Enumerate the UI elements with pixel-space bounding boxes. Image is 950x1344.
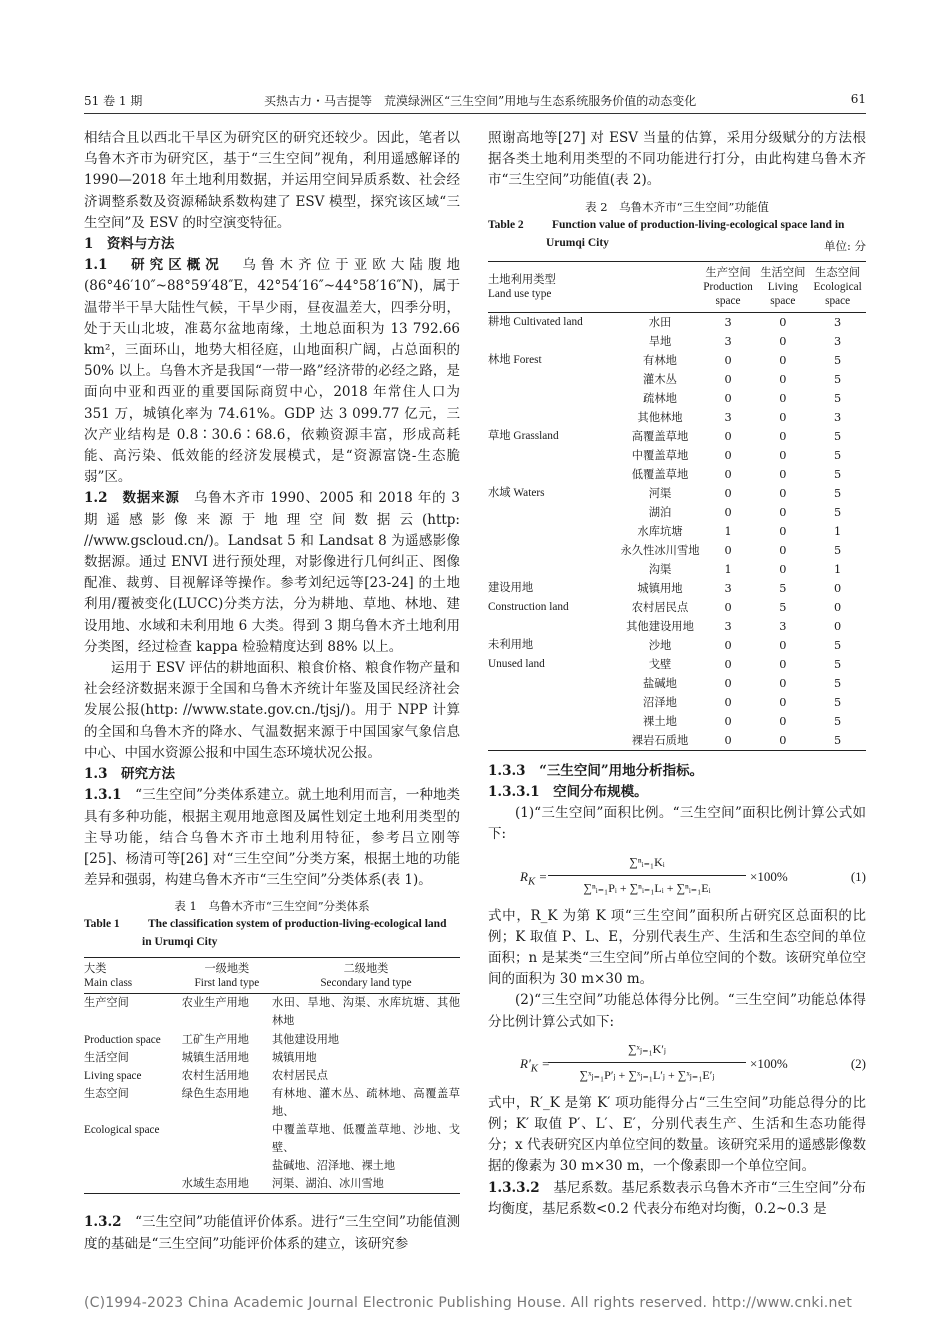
table1-row <box>84 1157 460 1175</box>
table1-cell-main: 生态空间 <box>84 1086 129 1100</box>
table2-cell-p: 0 <box>724 638 732 652</box>
left-column <box>84 128 460 1255</box>
table2-cell-sub: 其他建设用地 <box>626 619 694 633</box>
equation-1 <box>488 852 866 900</box>
table2-row <box>488 484 866 503</box>
table2-cell-l: 0 <box>779 315 787 329</box>
table2-caption-en-line2: Urumqi City <box>546 236 609 249</box>
table2-row <box>488 389 866 408</box>
table2-cell-p: 3 <box>724 334 732 348</box>
table1-caption-en-line1: The classification system of production-living-ecological land <box>148 918 447 931</box>
table2-cell-sub: 永久性冰川雪地 <box>620 543 700 557</box>
eq1-denominator: ∑ⁿᵢ₌₁Pᵢ + ∑ⁿᵢ₌₁Lᵢ + ∑ⁿᵢ₌₁Eᵢ <box>583 880 711 895</box>
table2-header-production: 生产空间 Production space <box>700 261 757 312</box>
table2-cell-sub: 沟渠 <box>648 562 672 576</box>
paragraph-eq2-intro: (2)“三生空间”功能总体得分比例。“三生空间”功能总体得分比例计算公式如下: <box>488 992 866 1030</box>
table2-row <box>488 312 866 332</box>
table2-cell-l: 0 <box>779 334 787 348</box>
table2-cell-e: 5 <box>834 429 842 443</box>
paragraph-eq2-desc: 式中，R′_K 是第 K′ 项功能得分占“三生空间”功能总得分的比例；K′ 取值 P′、L′、E′，分别代表生产、生活和生态功能得分；x 代表研究区内单位空间的数量。该研究采用的遥感影像数据的像素为 30 m×30 m，一个像素即一个单位空间。 <box>488 1094 866 1175</box>
heading-1-3-3: 1.3.3 “三生空间”用地分析指标。 <box>488 762 704 779</box>
table2-cell-l: 0 <box>779 657 787 671</box>
table2-cell-l: 0 <box>779 543 787 557</box>
table2-cell-p: 0 <box>724 657 732 671</box>
intro-paragraph: 相结合且以西北干旱区为研究区的研究还较少。因此，笔者以乌鲁木齐市为研究区，基于“三生空间”视角，利用遥感解译的 1990—2018 年土地利用数据，并运用空间异质系数、社会经济调整系数及资源稀缺系数构建了 ESV 模型，探究该区域“三生空间”及 ESV 的时空演变特征。 <box>84 130 460 231</box>
table2-cell-l: 0 <box>779 562 787 576</box>
table1-header-second: 二级地类 Secondary land type <box>272 958 460 994</box>
table1-cell-first: 城镇生活用地 <box>181 1050 249 1064</box>
table2-cell-l: 3 <box>779 619 787 633</box>
table2-cell-sub: 农村居民点 <box>631 600 689 614</box>
table2-cell-cat: 水域 Waters <box>488 486 545 499</box>
table2-cell-e: 3 <box>834 315 842 329</box>
table2-unit: 单位: 分 <box>823 238 866 253</box>
table2-cell-e: 3 <box>834 334 842 348</box>
table2-cell-p: 0 <box>724 391 732 405</box>
table2-cell-e: 5 <box>834 353 842 367</box>
table1-cell-second: 水田、旱地、沟渠、水库坑塘、其他林地 <box>271 996 460 1028</box>
table1-row <box>84 1049 460 1067</box>
text-1-3-3-2: 基尼系数。基尼系数表示乌鲁木齐市“三生空间”分布均衡度，基尼系数<0.2 代表分布绝对均衡，0.2~0.3 是 <box>488 1179 867 1217</box>
table2-caption-cn: 表 2 乌鲁木齐市“三生空间”功能值 <box>585 199 769 214</box>
table1-cell-second: 城镇用地 <box>271 1050 317 1064</box>
table2-cell-cat <box>488 408 620 427</box>
table2-cell-l: 0 <box>779 524 787 538</box>
table1-row <box>84 994 460 1031</box>
table1-cell-second: 农村居民点 <box>271 1068 328 1082</box>
table2-row <box>488 617 866 636</box>
table2-cell-p: 0 <box>724 733 732 747</box>
table2-cell-l: 0 <box>779 448 787 462</box>
table2-row <box>488 465 866 484</box>
table2-cell-l: 0 <box>779 695 787 709</box>
table2-cell-l: 0 <box>779 486 787 500</box>
text-1-1: 乌鲁木齐位于亚欧大陆腹地(86°46′10″~88°59′48″E，42°54′16″~44°58′16″N)，属于温带半干旱大陆性气候，干旱少雨，昼夜温差大，四季分明，处于天山北坡，准葛尔盆地南缘，土地总面积为 13 792.66 km²，三面环山，地势大相径庭，山地面积广阔，占总面积的 50% 以上。乌鲁木齐是我国“一带一路”经济带的必经之路，是面向中亚和西亚的重要国际商贸中心，2018 年常住人口为 351 万，城镇化率为 74.61%。GDP 达 3 099.77 亿元，三次产业结构是 0.8∶30.6∶68.6，依赖资源丰富，形成高耗能、高污染、低效能的经济发展模式，是“资源富饶-生态脆弱”区。 <box>84 257 461 486</box>
table2-cell-e: 5 <box>834 695 842 709</box>
table2-label: Table 2 <box>488 218 524 231</box>
table2-row <box>488 560 866 579</box>
table2-cell-p: 0 <box>724 353 732 367</box>
heading-1-3: 1.3 研究方法 <box>84 766 175 783</box>
volume-issue: 51 卷 1 期 <box>84 94 143 108</box>
table1-caption-en <box>84 915 460 951</box>
table2-cell-p: 3 <box>724 619 732 633</box>
table1-cell-first: 绿色生态用地 <box>181 1086 249 1100</box>
table2-row <box>488 712 866 731</box>
table2-cell-e: 5 <box>834 676 842 690</box>
table2-row <box>488 408 866 427</box>
table1-cell-first: 农业生产用地 <box>181 996 249 1010</box>
paragraph-1-2b: 运用于 ESV 评估的耕地面积、粮食价格、粮食作物产量和社会经济数据来源于全国和乌鲁木齐统计年鉴及国民经济社会发展公报(http: //www.state.gov.cn./tjsj/)。用于 NPP 计算的全国和乌鲁木齐的降水、气温数据来源于中国国家气象信息中心、中国水资源公报和中国生态环境状况公报。 <box>84 660 460 761</box>
table2-cell-cat <box>488 674 620 693</box>
table2-cell-cat <box>488 332 620 351</box>
table2-cell-l: 0 <box>779 372 787 386</box>
table2-cell-e: 5 <box>834 391 842 405</box>
text-1-3-1: “三生空间”分类体系建立。就土地利用而言，一种地类具有多种功能，根据主观用地意图及属性划定土地利用类型的主导功能，结合乌鲁木齐市土地利用特征，参考吕立刚等[25]、杨清可等[26] 对“三生空间”分类方案，根据土地的功能差异和强弱，构建乌鲁木齐市“三生空间”分类体系(表 1)。 <box>84 787 460 889</box>
table1-caption-en-line2: in Urumqi City <box>142 936 218 949</box>
right-column <box>488 128 866 1220</box>
table2-cell-l: 0 <box>779 467 787 481</box>
section-heading-1: 1 资料与方法 <box>84 236 175 253</box>
table2-row <box>488 674 866 693</box>
table2-cell-cat: 草地 Grassland <box>488 429 559 442</box>
heading-1-3-2: 1.3.2 <box>84 1214 122 1231</box>
eq1-multiplier: ×100% <box>750 868 788 884</box>
eq2-fraction <box>548 1039 746 1086</box>
paragraph-1-3-1 <box>84 785 460 891</box>
table2-row <box>488 332 866 351</box>
table2-cell-e: 0 <box>834 581 842 595</box>
running-header <box>84 92 866 112</box>
eq2-multiplier: ×100% <box>750 1055 788 1071</box>
table2-cell-cat <box>488 731 620 751</box>
table2-cell-sub: 河渠 <box>648 486 672 500</box>
table1-cell-second: 有林地、灌木丛、疏林地、高覆盖草地、 <box>271 1086 460 1118</box>
text-1-3-2: “三生空间”功能值评价体系。进行“三生空间”功能值测度的基础是“三生空间”功能评价体系的建立，该研究参 <box>84 1214 461 1252</box>
table2-header-ecological: 生态空间 Ecological space <box>809 261 866 312</box>
heading-1-3-3-1: 1.3.3.1 空间分布规模。 <box>488 784 648 801</box>
heading-1-3-3-2: 1.3.3.2 <box>488 1179 540 1196</box>
table2-cell-sub: 水田 <box>648 315 672 329</box>
table2-cell-sub: 湖泊 <box>648 505 672 519</box>
table2-cell-p: 0 <box>724 486 732 500</box>
eq2-denominator: ∑ˣⱼ₌₁P′ⱼ + ∑ˣⱼ₌₁L′ⱼ + ∑ˣⱼ₌₁E′ⱼ <box>579 1068 715 1083</box>
table2-cell-e: 0 <box>834 600 842 614</box>
table1-row <box>84 1121 460 1157</box>
table1-row <box>84 1031 460 1049</box>
table2-row <box>488 522 866 541</box>
table2-cell-cat <box>488 560 620 579</box>
table2-cell-e: 1 <box>834 524 842 538</box>
table2-cell-sub: 戈壁 <box>648 657 672 671</box>
table2-cell-sub: 盐碱地 <box>643 676 677 690</box>
table2-cell-cat <box>488 693 620 712</box>
table2-cell-l: 5 <box>779 581 787 595</box>
table2-cell-p: 0 <box>724 505 732 519</box>
table2-cell-e: 5 <box>834 372 842 386</box>
table1 <box>84 957 460 1194</box>
table2-cell-e: 5 <box>834 733 842 747</box>
table2-cell-sub: 有林地 <box>643 353 677 367</box>
table2-cell-p: 0 <box>724 467 732 481</box>
table2-cell-p: 3 <box>724 315 732 329</box>
table2-row <box>488 503 866 522</box>
table2-row <box>488 693 866 712</box>
table2-cell-p: 0 <box>724 714 732 728</box>
heading-1-3-1: 1.3.1 <box>84 787 122 804</box>
eq1-numerator: ∑ⁿᵢ₌₁Kᵢ <box>548 852 746 876</box>
table1-header-main: 大类 Main class <box>84 958 182 994</box>
table2-row <box>488 351 866 370</box>
table2-cell-p: 3 <box>724 581 732 595</box>
table2-cell-e: 5 <box>834 505 842 519</box>
eq1-lhs: $R_K$ = <box>520 868 548 888</box>
table2-cell-cat: Construction land <box>488 600 569 613</box>
table2-cell-p: 0 <box>724 676 732 690</box>
table2-cell-e: 5 <box>834 714 842 728</box>
table2-cell-sub: 裸土地 <box>643 714 677 728</box>
table2-cell-p: 0 <box>724 372 732 386</box>
table2-cell-p: 0 <box>724 429 732 443</box>
table2-cell-p: 1 <box>724 562 732 576</box>
table2-cell-cat <box>488 465 620 484</box>
table1-cell-first: 工矿生产用地 <box>181 1032 249 1046</box>
table2-cell-l: 0 <box>779 638 787 652</box>
table1-cell-main: Production space <box>84 1033 161 1046</box>
table2-cell-l: 0 <box>779 391 787 405</box>
table2-cell-p: 0 <box>724 448 732 462</box>
table2-cell-p: 1 <box>724 524 732 538</box>
table2-cell-e: 5 <box>834 467 842 481</box>
table1-cell-main: 生活空间 <box>84 1050 129 1064</box>
table2-row <box>488 579 866 598</box>
table2-cell-p: 0 <box>724 695 732 709</box>
table2-cell-l: 0 <box>779 676 787 690</box>
table1-row <box>84 1175 460 1194</box>
table2-cell-l: 0 <box>779 714 787 728</box>
table2-row <box>488 598 866 617</box>
table2-cell-l: 0 <box>779 353 787 367</box>
table2-row <box>488 427 866 446</box>
table2-row <box>488 636 866 655</box>
table2-cell-e: 5 <box>834 448 842 462</box>
heading-1-2: 1.2 数据来源 <box>84 490 180 507</box>
table2-cell-cat <box>488 712 620 731</box>
table2-cell-cat <box>488 617 620 636</box>
eq2-numerator: ∑ˣⱼ₌₁K′ⱼ <box>548 1039 746 1063</box>
table2-cell-l: 0 <box>779 429 787 443</box>
table2-row <box>488 731 866 751</box>
table2-row <box>488 655 866 674</box>
page-number: 61 <box>850 92 866 106</box>
table2-cell-e: 3 <box>834 410 842 424</box>
table2-row <box>488 446 866 465</box>
copyright-footer: (C)1994-2023 China Academic Journal Electronic Publishing House. All rights reserved. http://www.cnki.net <box>84 1295 853 1311</box>
table1-header-first: 一级地类 First land type <box>182 958 272 994</box>
table2-cell-cat: 耕地 Cultivated land <box>488 315 583 328</box>
table1-cell-second: 中覆盖草地、低覆盖草地、沙地、戈壁、 <box>271 1122 460 1155</box>
table1-cell-second: 河渠、湖泊、冰川雪地 <box>271 1177 384 1191</box>
header-rule <box>84 113 866 114</box>
table2-cell-cat <box>488 370 620 389</box>
table2-cell-sub: 灌木丛 <box>643 372 677 386</box>
paragraph-1-1 <box>84 255 460 488</box>
table2-header-type: 土地利用类型 Land use type <box>488 261 700 312</box>
table1-label: Table 1 <box>84 918 120 931</box>
table2-cell-cat: 建设用地 <box>488 581 534 594</box>
table2-cell-cat: 未利用地 <box>488 638 534 651</box>
table2-cell-p: 0 <box>724 600 732 614</box>
table2-cell-p: 0 <box>724 543 732 557</box>
table2-cell-l: 5 <box>779 600 787 614</box>
table2-cell-sub: 其他林地 <box>637 410 683 424</box>
table2-header-row <box>488 261 866 312</box>
table1-cell-main: Living space <box>84 1069 142 1082</box>
table2-cell-cat: 林地 Forest <box>488 353 542 366</box>
table2-cell-sub: 水库坑塘 <box>637 524 683 538</box>
table1-cell-second: 盐碱地、沼泽地、裸土地 <box>271 1159 396 1173</box>
table1-caption-cn: 表 1 乌鲁木齐市“三生空间”分类体系 <box>174 899 370 914</box>
table2-cell-l: 0 <box>779 733 787 747</box>
table1-cell-first <box>182 1121 272 1157</box>
paragraph-1-3-3-2 <box>488 1178 866 1220</box>
eq1-number: (1) <box>850 868 866 884</box>
table2-cell-cat <box>488 541 620 560</box>
table2-row <box>488 541 866 560</box>
table2-cell-e: 5 <box>834 543 842 557</box>
paragraph-1-2 <box>84 488 460 658</box>
table2-cell-sub: 高覆盖草地 <box>631 429 689 443</box>
table2-cell-cat <box>488 503 620 522</box>
table2-cell-cat: Unused land <box>488 657 545 670</box>
table1-row <box>84 1085 460 1121</box>
table2-cell-l: 0 <box>779 505 787 519</box>
table2-cell-cat <box>488 522 620 541</box>
table2 <box>488 261 866 751</box>
eq2-lhs: $R'_K$ = <box>520 1055 551 1075</box>
running-title: 买热古力・马吉提等 荒漠绿洲区“三生空间”用地与生态系统服务价值的动态变化 <box>264 94 697 108</box>
table2-caption-en-line1: Function value of production-living-ecological space land in <box>552 218 845 231</box>
table2-cell-sub: 低覆盖草地 <box>631 467 689 481</box>
paragraph-eq1-desc: 式中，R_K 为第 K 项“三生空间”面积所占研究区总面积的比例；K 取值 P、L、E，分别代表生产、生活和生态空间的单位面积；n 是某类“三生空间”所占单位空间的个数。该研究单位空间的面积为 30 m×30 m。 <box>488 907 866 988</box>
table2-cell-sub: 疏林地 <box>643 391 677 405</box>
table2-cell-sub: 沙地 <box>648 638 672 652</box>
table2-cell-sub: 沼泽地 <box>643 695 677 709</box>
table2-cell-cat <box>488 446 620 465</box>
equation-2 <box>488 1039 866 1087</box>
table2-cell-cat <box>488 389 620 408</box>
eq1-fraction <box>548 852 746 899</box>
table1-cell-main: 生产空间 <box>84 996 129 1010</box>
paragraph-1-3-2 <box>84 1212 460 1254</box>
paragraph-eq1-intro: (1)“三生空间”面积比例。“三生空间”面积比例计算公式如下: <box>488 805 866 843</box>
table1-cell-main: Ecological space <box>84 1123 160 1136</box>
right-intro-paragraph: 照谢高地等[27] 对 ESV 当量的估算，采用分级赋分的方法根据各类土地利用类型的不同功能进行打分，由此构建乌鲁木齐市“三生空间”功能值(表 2)。 <box>488 130 866 189</box>
table2-cell-e: 5 <box>834 638 842 652</box>
table2-cell-sub: 中覆盖草地 <box>631 448 689 462</box>
table2-row <box>488 370 866 389</box>
table2-cell-e: 5 <box>834 657 842 671</box>
text-1-2: 乌鲁木齐市 1990、2005 和 2018 年的 3 期遥感影像来源于地理空间数据云(http: //www.gscloud.cn/)。Landsat 5 和 Landsat 8 为遥感影像数据源。通过 ENVI 进行预处理，对影像进行几何纠正、图像配准、裁剪、目视解译等操作。参考刘纪远等[23-24] 的土地利用/覆被变化(LUCC)分类方法，分为耕地、草地、林地、建设用地、水域和未利用地 6 大类。得到 3 期乌鲁木齐土地利用分类图，经过检查 kappa 检验精度达到 88% 以上。 <box>84 490 460 655</box>
table2-cell-e: 1 <box>834 562 842 576</box>
eq2-number: (2) <box>850 1055 866 1071</box>
table1-cell-first <box>182 1157 272 1175</box>
table2-cell-sub: 城镇用地 <box>637 581 683 595</box>
table2-cell-p: 3 <box>724 410 732 424</box>
table1-row <box>84 1067 460 1085</box>
table1-header-row <box>84 958 460 994</box>
table2-cell-sub: 旱地 <box>648 334 672 348</box>
table2-cell-l: 0 <box>779 410 787 424</box>
table1-cell-second: 其他建设用地 <box>271 1032 340 1046</box>
table2-cell-e: 5 <box>834 486 842 500</box>
heading-1-1: 1.1 研究区概况 <box>84 257 224 274</box>
table1-cell-main <box>84 1157 182 1175</box>
table2-header-living: 生活空间 Living space <box>756 261 809 312</box>
table1-cell-first: 水域生态用地 <box>181 1177 249 1191</box>
table1-cell-main <box>84 1175 182 1194</box>
table2-cell-e: 0 <box>834 619 842 633</box>
table2-cell-sub: 裸岩石质地 <box>631 733 689 747</box>
table1-cell-first: 农村生活用地 <box>181 1068 249 1082</box>
